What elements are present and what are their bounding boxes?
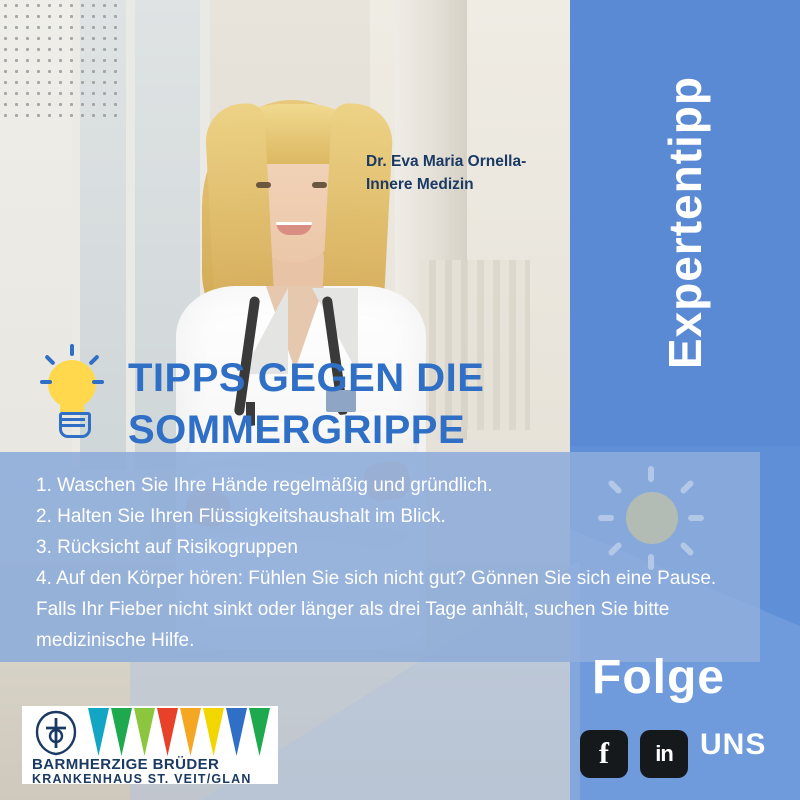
social-links[interactable] <box>580 730 688 778</box>
dot-pattern-icon <box>0 0 118 122</box>
linkedin-icon[interactable] <box>640 730 688 778</box>
eye-left <box>256 182 271 188</box>
bulb-neck <box>60 402 84 412</box>
expertentipp-banner <box>570 0 800 446</box>
follow-label: Folge <box>592 651 725 704</box>
logo-name: BARMHERZIGE BRÜDER <box>32 756 220 773</box>
facebook-glyph: f <box>599 737 609 770</box>
tip-item-4: 4. Auf den Körper hören: Fühlen Sie sich nicht gut? Gönnen Sie sich eine Pause. Falls Ihr Fieber nicht sinkt oder länger als drei Tage anhält, suchen Sie bitte medizinische Hilfe. <box>36 568 717 651</box>
eye-right <box>312 182 327 188</box>
doctor-name <box>366 150 576 196</box>
bulb-glass <box>48 360 96 408</box>
expertentipp-label: Expertentipp <box>659 76 711 370</box>
tip-item-1: 1. Waschen Sie Ihre Hände regelmäßig und gründlich. <box>36 475 493 496</box>
follow-label-secondary: UNS <box>700 728 767 761</box>
logo-color-bars <box>88 708 270 756</box>
doctor-name-line2: Innere Medizin <box>366 176 474 193</box>
tip-item-3: 3. Rücksicht auf Risikogruppen <box>36 537 298 558</box>
logo-subtitle: KRANKENHAUS ST. VEIT/GLAN <box>32 772 252 786</box>
logo-emblem-icon <box>32 710 80 756</box>
linkedin-glyph: in <box>655 741 673 766</box>
facebook-icon[interactable] <box>580 730 628 778</box>
tips-list <box>36 470 752 656</box>
logo <box>22 706 278 784</box>
doctor-name-line1: Dr. Eva Maria Ornella- <box>366 153 527 170</box>
tip-item-2: 2. Halten Sie Ihren Flüssigkeitshaushalt im Blick. <box>36 506 446 527</box>
lightbulb-icon <box>40 350 104 436</box>
page-title: TIPPS GEGEN DIE SOMMERGRIPPE <box>128 356 485 452</box>
